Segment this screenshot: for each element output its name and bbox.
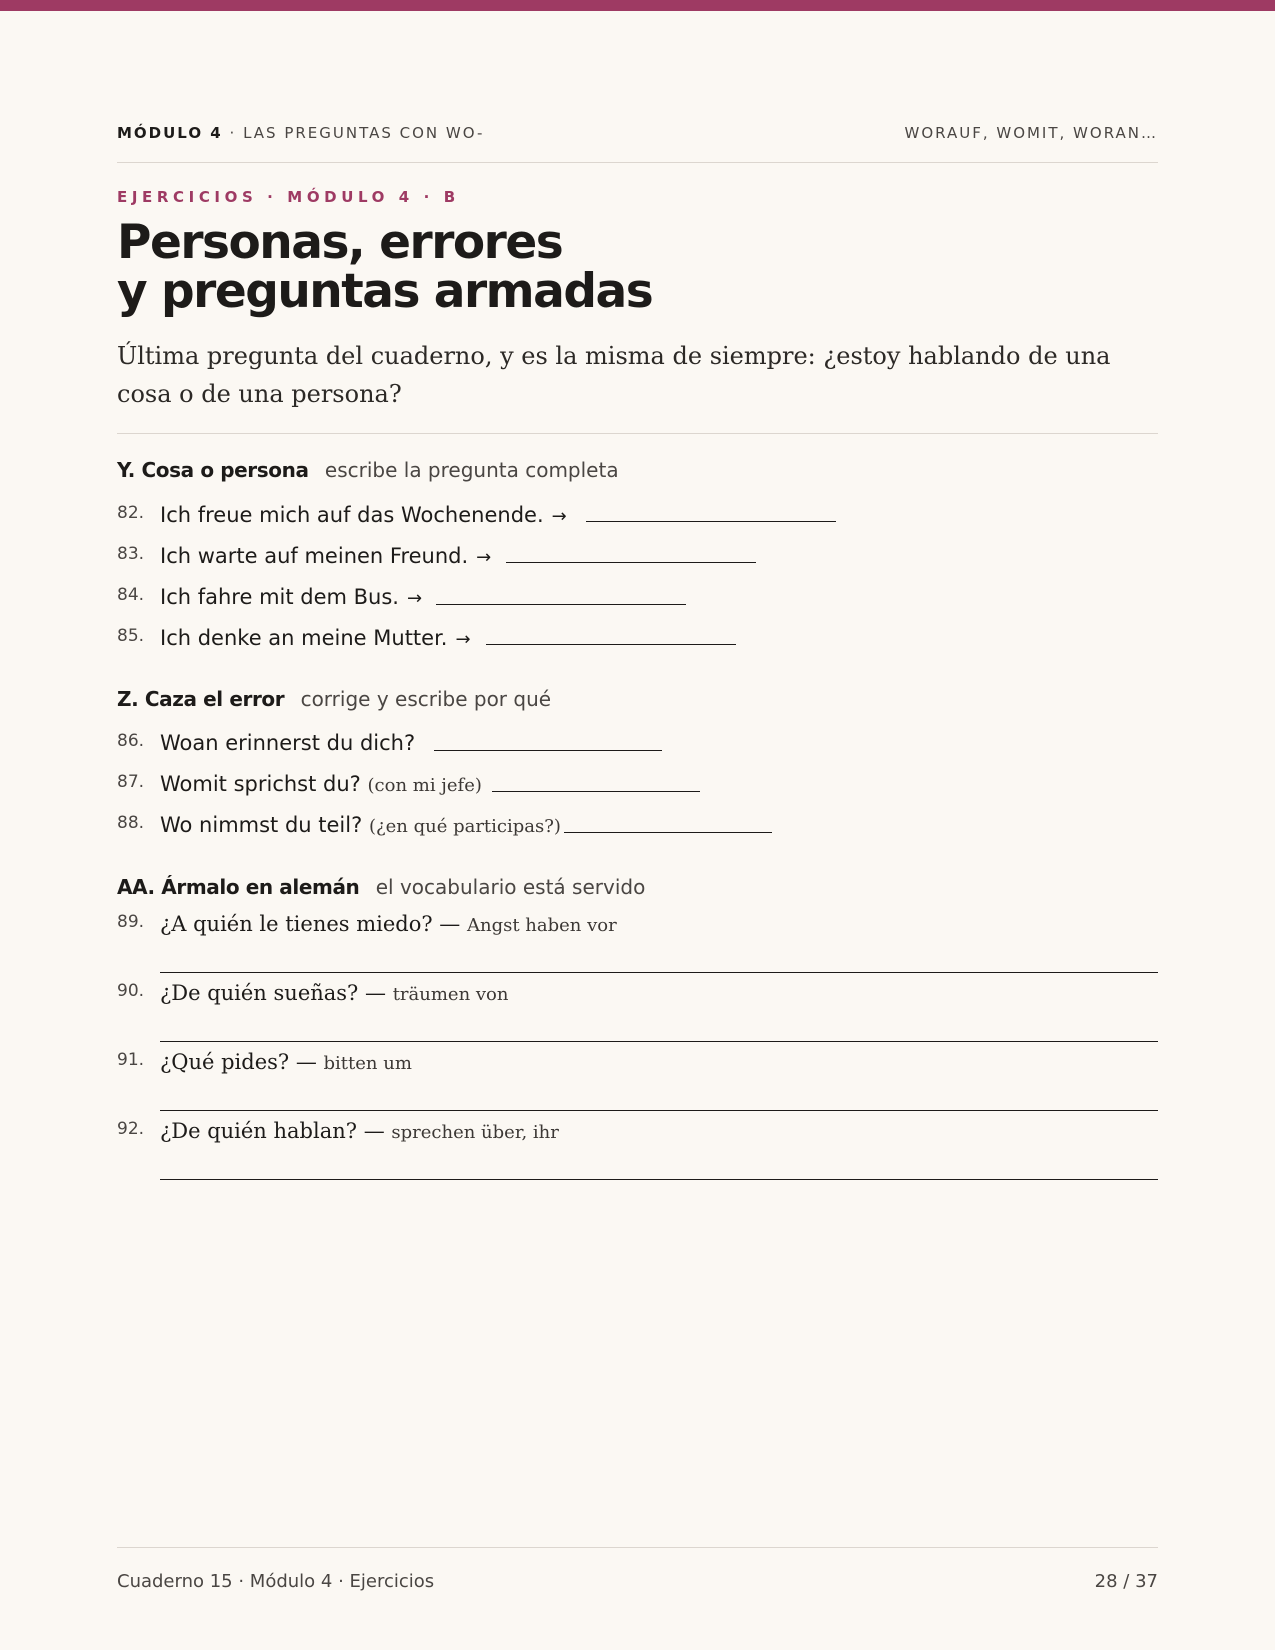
arrow-icon: → xyxy=(551,506,567,527)
item-number: 89. xyxy=(117,912,145,932)
footer-left-text: Cuaderno 15 · Módulo 4 · Ejercicios xyxy=(117,1571,435,1592)
item-question: ¿Qué pides? — xyxy=(160,1050,317,1074)
page-separator: / xyxy=(1123,1571,1130,1592)
item-question: ¿De quién sueñas? — xyxy=(160,981,386,1005)
item-hint: (¿en qué participas?) xyxy=(368,816,561,837)
item-sentence: Woan erinnerst du dich? xyxy=(160,731,416,755)
item-number: 90. xyxy=(117,981,145,1001)
arrow-icon: → xyxy=(476,547,492,568)
item-prompt xyxy=(160,626,471,650)
answer-blank-85[interactable] xyxy=(486,644,736,645)
page-title-line-1: Personas, errores xyxy=(117,215,563,270)
item-number: 88. xyxy=(117,813,145,833)
section-aa-title: AA. Ármalo en alemán xyxy=(117,875,360,899)
answer-blank-83[interactable] xyxy=(506,562,756,563)
answer-blank-86[interactable] xyxy=(434,750,662,751)
page-total: 37 xyxy=(1135,1571,1158,1592)
section-y-subtitle: escribe la pregunta completa xyxy=(324,458,619,482)
page-footer xyxy=(117,1547,1158,1592)
page-current: 28 xyxy=(1094,1571,1118,1592)
item-number: 92. xyxy=(117,1119,145,1139)
item-prompt xyxy=(160,813,561,837)
answer-line-91[interactable] xyxy=(160,1110,1158,1111)
item-prompt xyxy=(160,1050,412,1074)
page-title-line-2: y preguntas armadas xyxy=(117,264,653,319)
module-label: MÓDULO 4 xyxy=(117,124,223,142)
section-eyebrow: EJERCICIOS · MÓDULO 4 · B xyxy=(117,188,460,206)
item-number: 87. xyxy=(117,772,145,792)
item-question: ¿A quién le tienes miedo? — xyxy=(160,912,461,936)
item-vocab: Angst haben vor xyxy=(466,915,617,936)
top-accent-bar xyxy=(0,0,1275,11)
item-number: 83. xyxy=(117,544,145,564)
answer-line-89[interactable] xyxy=(160,972,1158,973)
answer-blank-87[interactable] xyxy=(492,791,700,792)
item-prompt xyxy=(160,981,508,1005)
intro-paragraph: Última pregunta del cuaderno, y es la misma de siempre: ¿estoy hablando de una cosa o de una persona? xyxy=(117,342,1111,408)
item-sentence: Wo nimmst du teil? xyxy=(160,813,363,837)
arrow-icon: → xyxy=(406,588,423,609)
page-title xyxy=(117,215,653,319)
item-prompt xyxy=(160,731,415,755)
section-aa-heading xyxy=(117,875,645,899)
page-number xyxy=(1095,1571,1158,1592)
section-aa-subtitle: el vocabulario está servido xyxy=(375,875,646,899)
item-hint: (con mi jefe) xyxy=(367,775,482,796)
running-header-left xyxy=(117,124,484,142)
item-number: 84. xyxy=(117,585,145,605)
item-prompt xyxy=(160,503,567,527)
answer-blank-88[interactable] xyxy=(564,832,772,833)
item-sentence: Ich warte auf meinen Freund. xyxy=(160,544,469,568)
item-number: 86. xyxy=(117,731,145,751)
title-divider xyxy=(117,433,1158,434)
module-topic: · LAS PREGUNTAS CON WO- xyxy=(229,124,485,142)
section-y-heading xyxy=(117,458,619,482)
section-z-heading xyxy=(117,687,551,711)
item-number: 85. xyxy=(117,626,145,646)
arrow-icon: → xyxy=(455,629,471,650)
item-sentence: Ich denke an meine Mutter. xyxy=(160,626,448,650)
section-z-subtitle: corrige y escribe por qué xyxy=(300,687,552,711)
item-prompt xyxy=(160,585,422,609)
item-sentence: Ich freue mich auf das Wochenende. xyxy=(160,503,544,527)
running-header xyxy=(117,124,1158,163)
item-prompt xyxy=(160,1119,559,1143)
answer-line-90[interactable] xyxy=(160,1041,1158,1042)
answer-blank-82[interactable] xyxy=(586,521,836,522)
item-prompt xyxy=(160,912,617,936)
answer-blank-84[interactable] xyxy=(436,604,686,605)
answer-line-92[interactable] xyxy=(160,1179,1158,1180)
item-number: 91. xyxy=(117,1050,145,1070)
item-sentence: Womit sprichst du? xyxy=(160,772,361,796)
item-question: ¿De quién hablan? — xyxy=(160,1119,385,1143)
item-vocab: bitten um xyxy=(323,1053,412,1074)
section-z-title: Z. Caza el error xyxy=(117,687,285,711)
item-prompt xyxy=(160,772,482,796)
item-vocab: träumen von xyxy=(392,984,509,1005)
item-prompt xyxy=(160,544,491,568)
item-vocab: sprechen über, ihr xyxy=(391,1122,559,1143)
item-number: 82. xyxy=(117,503,145,523)
item-sentence: Ich fahre mit dem Bus. xyxy=(160,585,399,609)
running-header-right: WORAUF, WOMIT, WORAN… xyxy=(904,124,1158,142)
section-y-title: Y. Cosa o persona xyxy=(117,458,309,482)
